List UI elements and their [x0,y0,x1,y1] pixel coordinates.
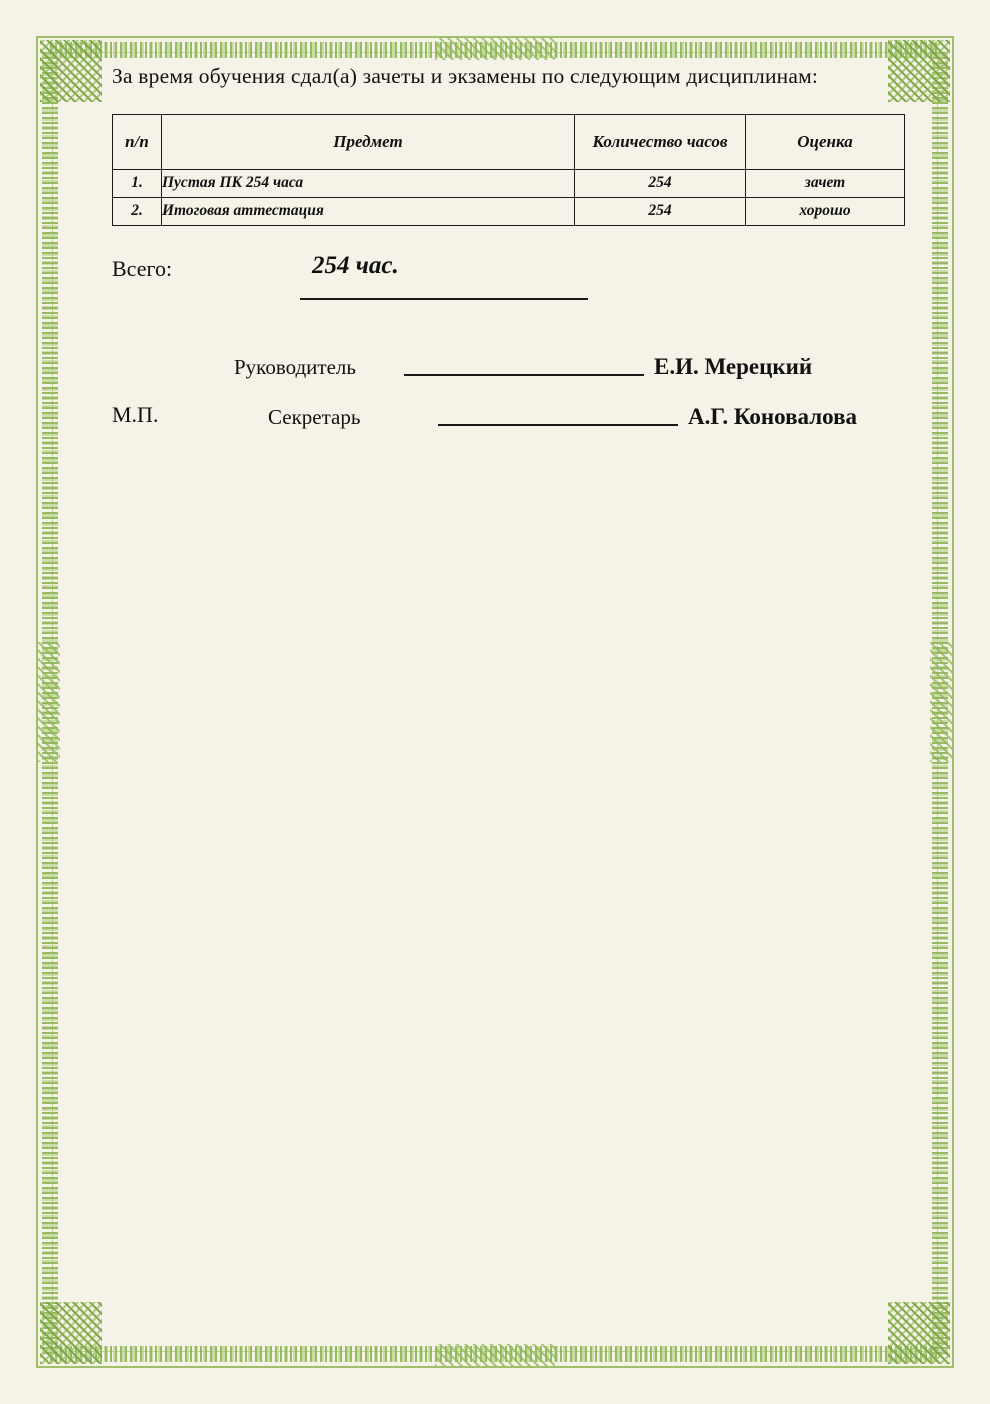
table-row [113,197,905,225]
secretary-signature-line [438,402,678,426]
header-subject: Предмет [162,114,575,169]
stamp-label: М.П. [112,401,159,427]
cell-mark: хорошо [746,197,905,225]
cell-mark: зачет [746,169,905,197]
signature-block [112,352,884,460]
cell-number: 1. [113,169,162,197]
signature-row-secretary [112,402,857,430]
signature-row-director [234,352,812,380]
border-ornament-right-center [930,642,952,762]
document-content [112,62,884,460]
cell-subject: Итоговая аттестация [162,197,575,225]
secretary-role-label: Секретарь [268,404,361,429]
table-header-row [113,114,905,169]
grades-table-body [113,169,905,225]
total-underline [300,298,588,300]
border-corner-bottom-left [40,1302,102,1364]
cell-hours: 254 [575,197,746,225]
total-hours-row [112,252,884,314]
cell-subject: Пустая ПК 254 часа [162,169,575,197]
border-ornament-left-center [38,642,60,762]
border-ornament-top-center [435,38,555,60]
director-name: Е.И. Мерецкий [654,353,813,379]
border-corner-top-left [40,40,102,102]
header-number: п/п [113,114,162,169]
intro-paragraph: За время обучения сдал(а) зачеты и экзамены по следующим дисциплинам: [112,64,819,88]
secretary-name: А.Г. Коновалова [688,403,857,429]
total-label: Всего: [112,255,173,281]
director-role-label: Руководитель [234,354,356,379]
grades-table-header [113,114,905,169]
border-corner-bottom-right [888,1302,950,1364]
cell-number: 2. [113,197,162,225]
header-mark: Оценка [746,114,905,169]
total-value: 254 час. [312,251,399,279]
border-ornament-bottom-center [435,1344,555,1366]
border-corner-top-right [888,40,950,102]
director-signature-line [404,352,644,376]
header-hours: Количество часов [575,114,746,169]
cell-hours: 254 [575,169,746,197]
table-row [113,169,905,197]
grades-table [112,114,905,226]
